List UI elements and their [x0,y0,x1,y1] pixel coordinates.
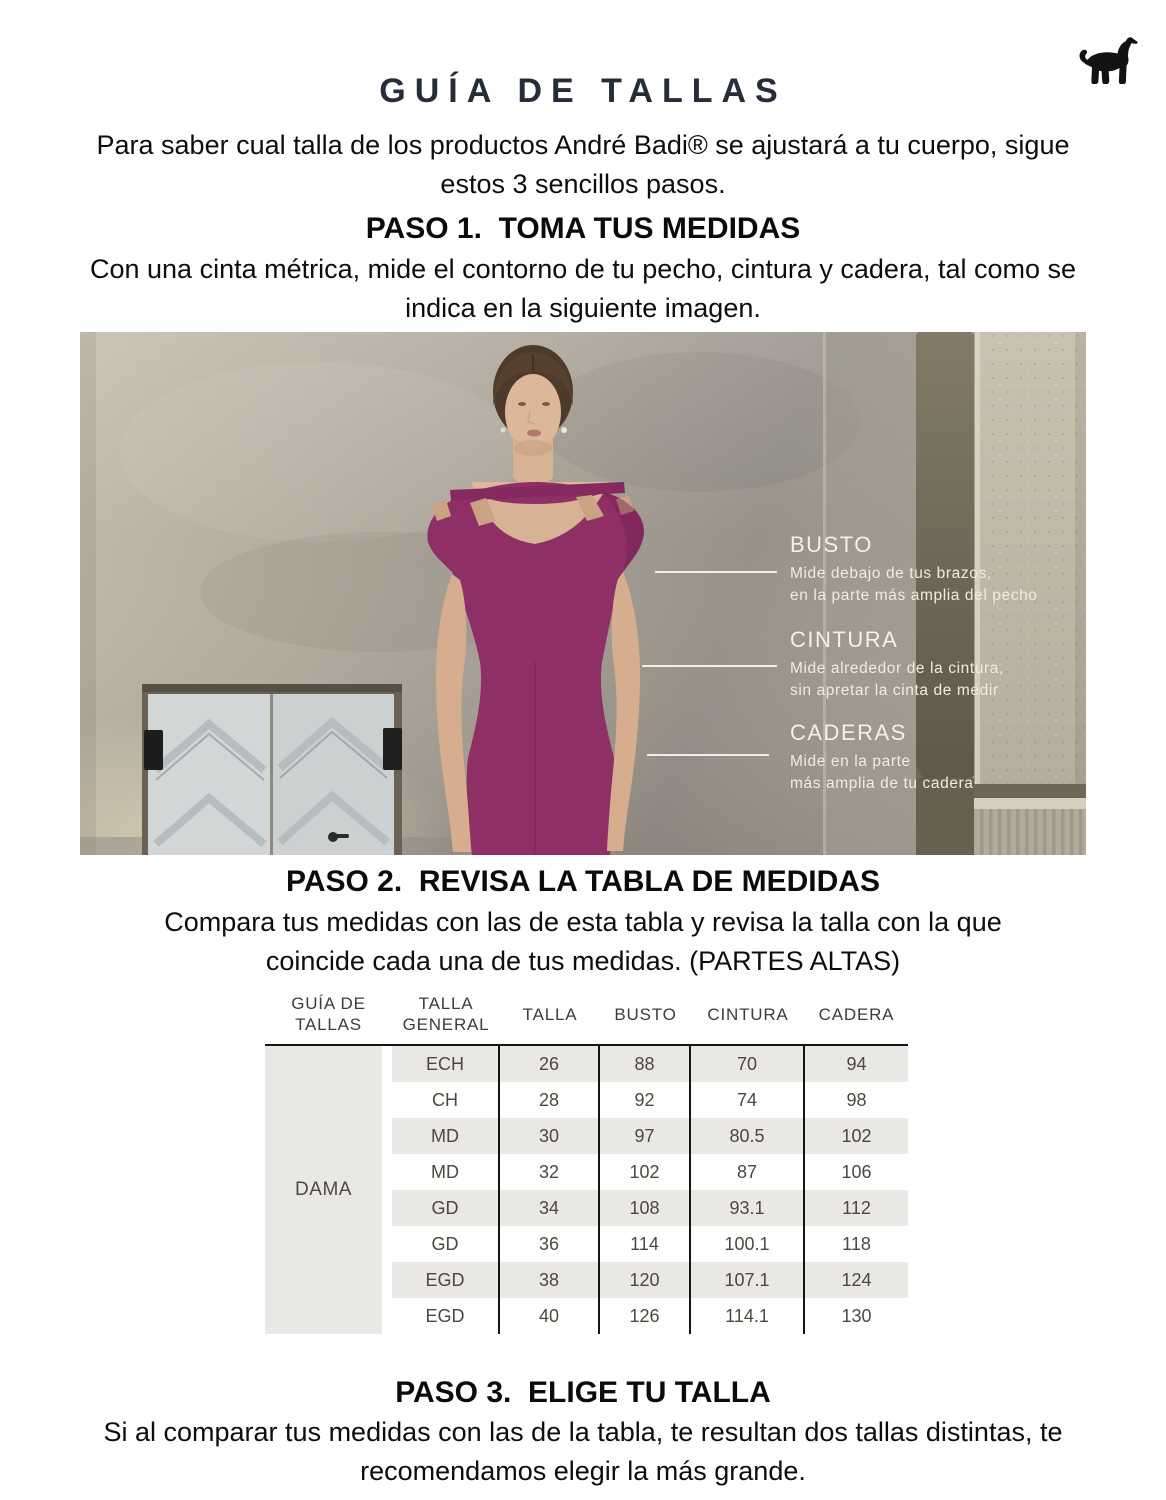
measurement-photo [80,332,1086,855]
header-talla: TALLA [500,993,600,1046]
header-busto: BUSTO [600,993,691,1046]
cintura-label-title: CINTURA [790,627,899,652]
cell-talla: 34 [500,1190,600,1226]
cell-talla: 30 [500,1118,600,1154]
cell-talla_general: EGD [392,1298,500,1334]
cell-talla: 32 [500,1154,600,1190]
size-table [265,993,908,1334]
paso1-heading: PASO 1. TOMA TUS MEDIDAS [365,212,801,245]
cell-cadera: 130 [841,1305,872,1326]
cell-talla_general: EGD [392,1262,500,1298]
cell-cintura: 107.1 [691,1262,805,1298]
cell-cadera: 118 [842,1233,871,1254]
paso3-text: Si al comparar tus medidas con las de la tabla, te resultan dos tallas distintas, te recomendamos elegir la más grande. [103,1417,1063,1486]
busto-label-line2: en la parte más amplia del pecho [790,587,1038,604]
cell-talla: 36 [500,1226,600,1262]
cell-busto: 92 [600,1082,691,1118]
cell-busto: 108 [600,1190,691,1226]
cell-busto: 120 [600,1262,691,1298]
cell-talla_general: ECH [392,1046,500,1082]
busto-label-line1: Mide debajo de tus brazos, [790,565,992,582]
size-table-body [265,1046,908,1334]
cell-cintura: 70 [691,1046,805,1082]
cintura-pointer-line [642,665,777,667]
cell-cadera: 94 [805,1046,908,1082]
cell-talla_general: MD [392,1118,500,1154]
caderas-pointer-line [647,754,769,756]
cell-busto: 102 [600,1154,691,1190]
cintura-label [790,627,1004,702]
caderas-label [790,720,974,795]
cell-talla: 40 [500,1298,600,1334]
cell-busto: 114 [600,1226,691,1262]
size-table-header-row [265,993,908,1046]
cell-cintura: 80.5 [691,1118,805,1154]
cintura-label-line1: Mide alrededor de la cintura, [790,660,1004,677]
intro-text: Para saber cual talla de los productos André Badi® se ajustará a tu cuerpo, sigue estos 3 sencillos pasos. [96,130,1070,199]
cell-talla_general: CH [392,1082,500,1118]
cell-talla_general: MD [392,1154,500,1190]
cell-cadera: 112 [805,1190,908,1226]
cell-busto: 97 [600,1118,691,1154]
cell-talla: 28 [500,1082,600,1118]
paso2-heading: PASO 2. REVISA LA TABLA DE MEDIDAS [286,865,880,898]
paso1-text: Con una cinta métrica, mide el contorno de tu pecho, cintura y cadera, tal como se indica en la siguiente imagen. [89,254,1077,323]
busto-label [790,532,1038,607]
cell-cintura: 100.1 [691,1226,805,1262]
cell-busto: 88 [600,1046,691,1082]
header-cintura: CINTURA [691,993,805,1046]
cell-busto: 126 [600,1298,691,1334]
cell-cadera: 106 [841,1161,872,1182]
page-title: GUÍA DE TALLAS [379,72,787,110]
cell-talla: 38 [500,1262,600,1298]
cell-talla_general: GD [392,1226,500,1262]
paso3-heading: PASO 3. ELIGE TU TALLA [395,1376,771,1409]
cell-cintura: 93.1 [691,1190,805,1226]
cell-cadera: 102 [805,1118,908,1154]
cell-cintura: 74 [691,1082,805,1118]
header-guia-de-tallas: GUÍA DE TALLAS [265,993,392,1046]
caderas-label-line1: Mide en la parte [790,753,911,770]
caderas-label-line2: más amplia de tu cadera [790,775,974,792]
cell-talla: 26 [500,1046,600,1082]
paso2-text: Compara tus medidas con las de esta tabla y revisa la talla con la que coincide cada una de tus medidas. (PARTES ALTAS) [164,907,1002,976]
group-label-cell: DAMA [265,1046,392,1334]
busto-label-title: BUSTO [790,532,873,557]
busto-pointer-line [655,571,777,573]
cell-talla_general: GD [392,1190,500,1226]
cell-cadera: 124 [805,1262,908,1298]
caderas-label-title: CADERAS [790,720,907,745]
header-talla-general: TALLA GENERAL [392,993,500,1046]
table-row [265,1046,908,1082]
header-cadera: CADERA [805,993,908,1046]
cell-cintura: 87 [691,1154,805,1190]
cintura-label-line2: sin apretar la cinta de medir [790,682,999,699]
door [142,684,402,855]
cell-cintura: 114.1 [691,1298,805,1334]
cell-cadera: 98 [846,1089,867,1110]
